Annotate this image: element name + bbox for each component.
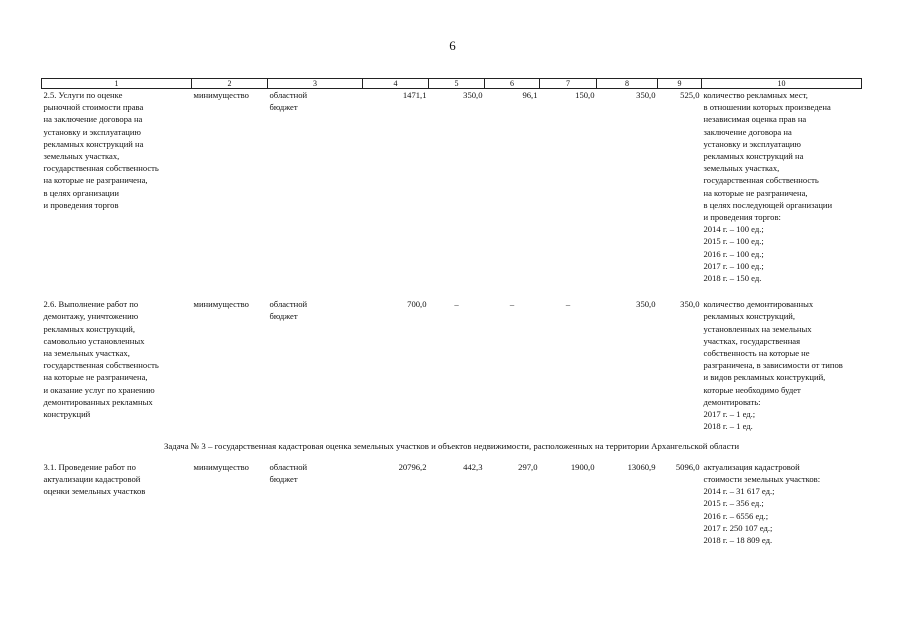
amount-2015: – (509, 299, 515, 310)
amount-2015: 96,1 (522, 90, 538, 100)
column-number: 8 (597, 79, 658, 89)
amount-2018: 350,0 (680, 299, 700, 310)
indicator: актуализация кадастровой стоимости земельных участков: 2014 г. – 31 617 ед.; 2015 г. – 356 ед.; 2016 г. – 6556 ед.; 2017 г. 250 107 ед.; 2018 г. – 18 809 ед. (703, 461, 821, 545)
program-table (41, 78, 862, 546)
amount-2016: 150,0 (575, 90, 595, 100)
column-number: 3 (268, 79, 363, 89)
amount-2017: 350,0 (636, 299, 656, 310)
measure-name: 2.5. Услуги по оценке рыночной стоимости права на заключение договора на установку и эксплуатацию рекламных конструкций на земельных участках, государственная собственность на которые не разграничена, в целях организации и проведения торгов (43, 90, 159, 210)
amount-2016: – (565, 299, 571, 310)
task-heading-row (42, 432, 862, 460)
executor: минимущество (193, 299, 249, 310)
table-row (42, 89, 862, 285)
executor: минимущество (193, 461, 249, 472)
column-number: 5 (429, 79, 485, 89)
indicator: количество рекламных мест, в отношении которых произведена независимая оценка прав на заключение договора на установку и эксплуатацию рекламных конструкций на земельных участках, государственная собственность на которые не разграничена, в целях последующей организации и проведения торгов: 2014 г. – 100 ед.; 2015 г. – 100 ед.; 2016 г. – 100 ед.; 2017 г. – 100 ед.; 2018 г. – 150 ед. (703, 90, 833, 284)
column-number: 7 (540, 79, 597, 89)
column-number: 10 (702, 79, 862, 89)
amount-2017: 13060,9 (627, 461, 656, 472)
measure-name: 3.1. Проведение работ по актуализации кадастровой оценки земельных участков (43, 461, 146, 497)
column-number: 2 (192, 79, 268, 89)
page-number: 6 (449, 38, 456, 53)
column-number: 9 (658, 79, 702, 89)
column-number: 4 (363, 79, 429, 89)
total-amount: 20796,2 (398, 461, 427, 472)
row-spacer (42, 284, 862, 298)
amount-2014: 350,0 (463, 90, 483, 100)
funding-source: областной бюджет (269, 90, 308, 113)
amount-2017: 350,0 (636, 90, 656, 100)
column-number-row (42, 79, 862, 89)
amount-2018: 525,0 (680, 90, 700, 100)
amount-2016: 1900,0 (570, 461, 595, 472)
total-amount: 700,0 (407, 299, 427, 310)
amount-2015: 297,0 (518, 461, 538, 472)
table-row (42, 298, 862, 432)
funding-source: областной бюджет (269, 461, 308, 484)
executor: минимущество (193, 90, 249, 100)
table-row (42, 461, 862, 546)
amount-2014: – (454, 299, 459, 310)
amount-2014: 442,3 (463, 461, 483, 472)
total-amount: 1471,1 (402, 90, 427, 100)
measure-name: 2.6. Выполнение работ по демонтажу, уничтожению рекламных конструкций, самовольно установленных на земельных участках, государственная собственность на которые не разграничена, и оказание услуг по хранению демонтированных рекламных конструкций (43, 299, 159, 420)
task-heading: Задача № 3 – государственная кадастровая оценка земельных участков и объектов недвижимости, расположенных на территории Архангельской области (163, 441, 740, 452)
funding-source: областной бюджет (269, 299, 308, 322)
column-number: 1 (42, 79, 192, 89)
indicator: количество демонтированных рекламных конструкций, установленных на земельных участках, государственная собственность на которые не разграничена, в зависимости от типов и видов рекламных конструкций, которые необходимо будет демонтировать: 2017 г. – 1 ед.; 2018 г. – 1 ед. (703, 299, 843, 432)
column-number: 6 (485, 79, 540, 89)
amount-2018: 5096,0 (675, 461, 700, 472)
